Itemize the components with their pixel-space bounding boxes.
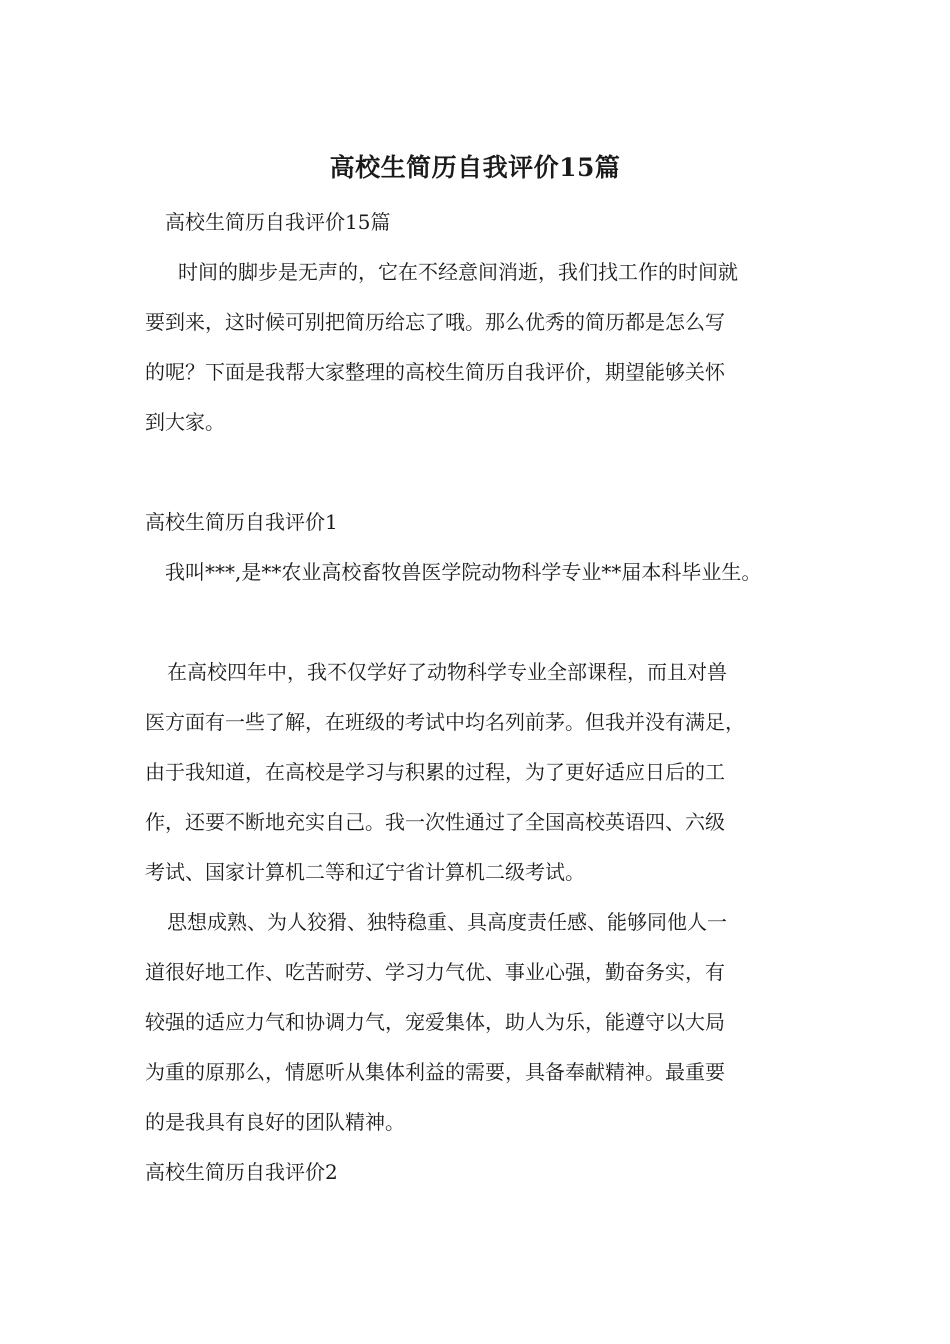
intro-line: 的呢？下面是我帮大家整理的高校生简历自我评价，期望能够关怀 <box>145 360 725 384</box>
paragraph-line: 医方面有一些了解，在班级的考试中均名列前茅。但我并没有满足， <box>145 710 745 734</box>
section1-paragraph-2 <box>145 897 810 1147</box>
document-title: 高校生简历自我评价15篇 <box>329 153 621 182</box>
subtitle-text: 高校生简历自我评价15篇 <box>165 210 391 234</box>
section1-paragraph-1 <box>145 647 810 897</box>
section1-intro <box>145 547 810 597</box>
paragraph-line: 思想成熟、为人狡猾、独特稳重、具高度责任感、能够同他人一 <box>167 910 727 934</box>
paragraph-line: 的是我具有良好的团队精神。 <box>145 1110 405 1134</box>
paragraph-line: 较强的适应力气和协调力气，宠爱集体，助人为乐，能遵守以大局 <box>145 1010 725 1034</box>
intro-line: 时间的脚步是无声的，它在不经意间消逝，我们找工作的时间就 <box>178 260 738 284</box>
section1-intro-text: 我叫***,是**农业高校畜牧兽医学院动物科学专业**届本科毕业生。 <box>165 560 762 584</box>
paragraph-line: 由于我知道，在高校是学习与积累的过程，为了更好适应日后的工 <box>145 760 725 784</box>
section-heading-text: 高校生简历自我评价2 <box>145 1160 338 1184</box>
section-heading-1 <box>145 497 810 547</box>
paragraph-line: 为重的原那么，情愿听从集体利益的需要，具备奉献精神。最重要 <box>145 1060 725 1084</box>
document-subtitle <box>165 197 830 247</box>
paragraph-line: 考试、国家计算机二等和辽宁省计算机二级考试。 <box>145 860 585 884</box>
section-heading-2 <box>145 1147 810 1197</box>
section-heading-text: 高校生简历自我评价1 <box>145 510 338 534</box>
intro-line: 要到来，这时候可别把简历给忘了哦。那么优秀的简历都是怎么写 <box>145 310 725 334</box>
intro-paragraph <box>145 247 810 447</box>
paragraph-line: 在高校四年中，我不仅学好了动物科学专业全部课程，而且对兽 <box>167 660 727 684</box>
intro-line: 到大家。 <box>145 410 225 434</box>
paragraph-line: 作，还要不断地充实自己。我一次性通过了全国高校英语四、六级 <box>145 810 725 834</box>
paragraph-line: 道很好地工作、吃苦耐劳、学习力气优、事业心强，勤奋务实，有 <box>145 960 725 984</box>
